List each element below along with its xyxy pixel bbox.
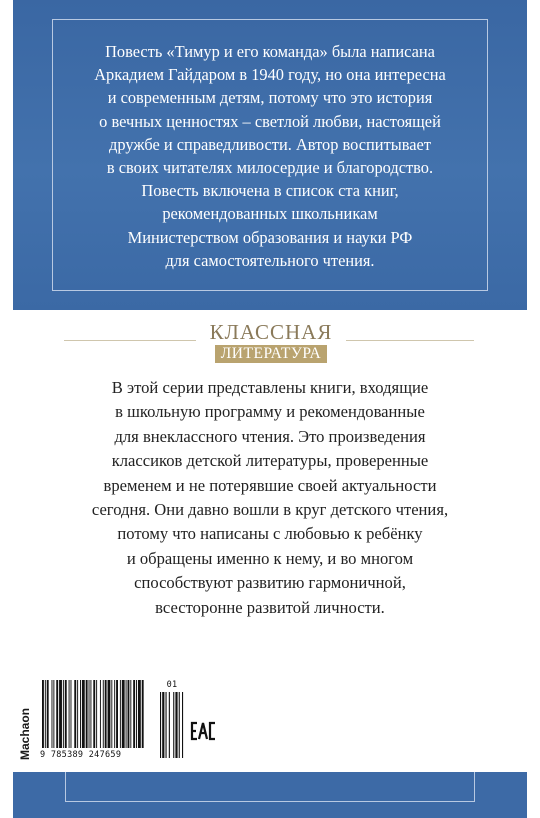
barcode-bar: [100, 680, 101, 748]
barcode-bar: [59, 680, 62, 748]
barcode-bar: [74, 680, 76, 748]
barcode-bar: [179, 692, 180, 758]
text-line: В этой серии представлены книги, входящие: [111, 378, 429, 397]
barcode-bar: [45, 680, 46, 748]
text-line: Повесть включена в список ста книг,: [141, 181, 399, 201]
annotation-text: [63, 40, 477, 272]
barcode-bar: [160, 692, 161, 758]
barcode-bar: [86, 680, 88, 748]
barcode-bar: [52, 680, 53, 748]
barcode-bar: [65, 680, 67, 748]
barcode-bars: [40, 680, 156, 750]
isbn-barcode: [40, 680, 156, 760]
barcode-bar: [128, 680, 130, 748]
barcode-bar: [93, 680, 95, 748]
barcode-bar: [166, 692, 167, 758]
text-line: и обращены именно к нему, и во многом: [126, 548, 414, 568]
text-line: дружбе и справедливости. Автор воспитывает: [109, 134, 431, 154]
series-divider-left: [64, 340, 196, 341]
eac-certification-icon: [190, 720, 216, 742]
barcode-bar: [138, 680, 141, 748]
annotation-panel: [13, 0, 527, 310]
barcode-bar: [89, 680, 90, 748]
barcode-bar: [133, 680, 135, 748]
publisher-logo: [16, 684, 36, 760]
text-line: всесторонне развитой личности.: [155, 597, 385, 617]
barcode-bar: [142, 680, 144, 748]
series-title-top: КЛАССНАЯ: [209, 320, 333, 344]
series-title-bottom: ЛИТЕРАТУРА: [215, 345, 327, 363]
addon-digits: 01: [166, 680, 178, 690]
barcode-bar: [82, 680, 85, 748]
text-line: в школьную программу и рекомендованные: [115, 402, 425, 422]
barcode-bar: [162, 692, 164, 758]
barcode-bar: [116, 680, 118, 748]
barcode-bar: [71, 680, 72, 748]
isbn-digits: 9 785389 247659: [40, 750, 122, 760]
barcode-bar: [120, 680, 121, 748]
text-line: способствуют развитию гармоничной,: [134, 573, 406, 593]
bottom-frame: [65, 772, 475, 802]
text-line: рекомендованных школьникам: [162, 204, 378, 224]
series-logo: [198, 320, 344, 366]
barcode-bar: [53, 680, 54, 748]
text-line: для внеклассного чтения. Это произведения: [114, 426, 426, 446]
barcode-bar: [90, 680, 91, 748]
barcode-bar: [136, 680, 137, 748]
barcode-bar: [80, 680, 81, 748]
text-line: временем и не потерявшие своей актуальности: [103, 475, 437, 495]
text-line: Повесть «Тимур и его команда» была написана: [105, 42, 435, 61]
barcode-bar: [77, 680, 78, 748]
barcode-bar: [114, 680, 115, 748]
text-line: для самостоятельного чтения.: [165, 250, 375, 270]
publisher-name: Machaon: [18, 707, 32, 760]
series-description: [40, 376, 500, 620]
barcode-bar: [122, 680, 125, 748]
barcode-bar: [130, 680, 131, 748]
barcode-bar: [108, 680, 111, 748]
addon-barcode: [158, 680, 186, 760]
text-line: Министерством образования и науки РФ: [127, 227, 413, 247]
barcode-bar: [182, 692, 183, 758]
barcode-bar: [111, 680, 112, 748]
text-line: сегодня. Они давно вошли в круг детского чтения,: [91, 500, 449, 520]
barcode-bar: [42, 680, 44, 748]
barcode-bar: [56, 680, 58, 748]
barcode-bar: [175, 692, 177, 758]
barcode-bar: [105, 680, 107, 748]
barcode-bar: [169, 692, 170, 758]
text-line: в своих читателях милосердие и благородство.: [106, 158, 434, 178]
series-divider-right: [346, 340, 474, 341]
text-line: о вечных ценностях – светлой любви, настоящей: [99, 111, 441, 131]
barcode-bar: [103, 680, 104, 748]
barcode-bar: [96, 680, 97, 748]
text-line: классиков детской литературы, проверенные: [111, 451, 429, 471]
barcode-bar: [47, 680, 49, 748]
addon-bars: [158, 692, 186, 760]
text-line: потому что написаны с любовью к ребёнку: [117, 524, 423, 544]
barcode-bar: [69, 680, 70, 748]
bottom-band: [13, 772, 527, 818]
text-line: Аркадием Гайдаром в 1940 году, но она интересна: [94, 65, 446, 85]
barcode-bar: [173, 692, 174, 758]
barcode-bar: [63, 680, 64, 748]
text-line: и современным детям, потому что это история: [107, 88, 433, 108]
barcode-bar: [126, 680, 127, 748]
